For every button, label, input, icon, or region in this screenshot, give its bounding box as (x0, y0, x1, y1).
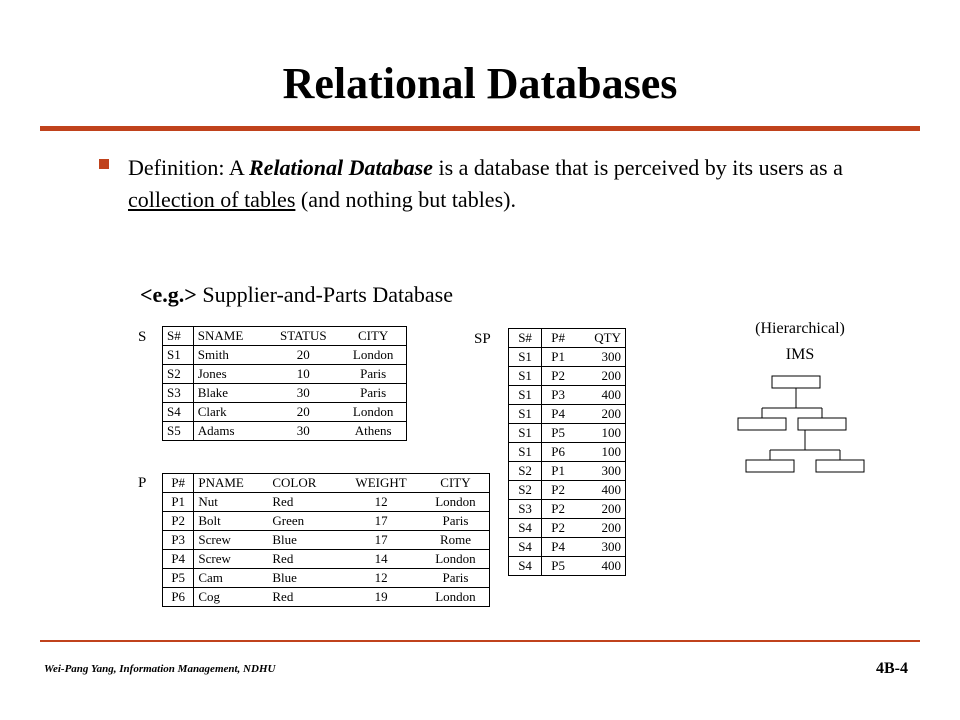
table-row (163, 531, 490, 550)
table-cell: S4 (509, 538, 542, 557)
table-row (509, 538, 626, 557)
table-cell: P4 (551, 539, 565, 554)
table-cell: 14 (374, 551, 388, 566)
table-cell: Paris (360, 366, 387, 381)
table-cell: 400 (601, 482, 621, 497)
table-cell: 200 (601, 501, 621, 516)
definition-underlined: collection of tables (128, 187, 296, 212)
table-s-label: S (138, 329, 147, 345)
table-cell: Jones (197, 366, 227, 381)
table-row (509, 386, 626, 405)
table-cell: 200 (601, 368, 621, 383)
table-cell: S4 (509, 519, 542, 538)
square-bullet-icon (98, 158, 118, 178)
table-row (509, 405, 626, 424)
table-cell: P4 (551, 406, 565, 421)
table-row (509, 557, 626, 576)
table-cell: S3 (163, 384, 194, 403)
table-row (163, 588, 490, 607)
table-cell: P3 (551, 387, 565, 402)
table-row (509, 424, 626, 443)
page-title: Relational Databases (282, 59, 678, 108)
column-header: PNAME (198, 475, 244, 490)
table-row (509, 367, 626, 386)
table-cell: Blake (197, 385, 229, 400)
slide-number: 4B-4 (876, 660, 908, 677)
table-cell: S1 (509, 367, 542, 386)
table-cell: P2 (551, 482, 565, 497)
table-cell: 17 (374, 532, 388, 547)
table-cell: S1 (509, 443, 542, 462)
table-cell: S1 (509, 424, 542, 443)
column-header: P# (163, 474, 194, 493)
table-cell: 400 (601, 558, 621, 573)
table-cell: 10 (296, 366, 310, 381)
table-cell: Screw (198, 532, 231, 547)
table-row (509, 462, 626, 481)
table-cell: S2 (509, 481, 542, 500)
column-header: P# (551, 330, 565, 345)
table-cell: P2 (551, 368, 565, 383)
table-cell: 300 (601, 539, 621, 554)
table-cell: Paris (442, 570, 469, 585)
table-cell: Red (272, 494, 294, 509)
table-cell: 12 (374, 494, 388, 509)
table-row (163, 384, 407, 403)
hierarchy-tree-diagram (730, 370, 870, 478)
definition-prefix: Definition: A (128, 155, 249, 180)
table-cell: P3 (163, 531, 194, 550)
table-row (509, 348, 626, 367)
table-row (163, 422, 407, 441)
table-row (163, 346, 407, 365)
table-cell: P5 (163, 569, 194, 588)
table-cell: Screw (198, 551, 231, 566)
table-row (163, 493, 490, 512)
column-header: QTY (594, 330, 621, 345)
table-row (163, 550, 490, 569)
table-cell: P5 (551, 558, 565, 573)
ims-line2: IMS (785, 346, 815, 363)
table-s (162, 326, 407, 441)
table-cell: Cog (198, 589, 221, 604)
table-cell: Rome (439, 532, 471, 547)
definition-text (128, 152, 918, 216)
table-p-label: P (138, 475, 147, 491)
definition-middle: is a database that is perceived by its users as a (432, 155, 843, 180)
table-cell: S2 (163, 365, 194, 384)
table-row (163, 365, 407, 384)
table-cell: 300 (601, 463, 621, 478)
footer-divider (40, 640, 920, 642)
table-cell: P2 (551, 520, 565, 535)
column-header: S# (163, 327, 194, 346)
table-sp (508, 328, 626, 576)
table-row (163, 569, 490, 588)
table-cell: Green (272, 513, 305, 528)
table-s-header (163, 327, 407, 346)
table-cell: S1 (509, 386, 542, 405)
table-row (509, 481, 626, 500)
column-header: STATUS (279, 328, 327, 343)
table-cell: London (352, 347, 394, 362)
table-sp-header (509, 329, 626, 348)
table-cell: S3 (509, 500, 542, 519)
table-cell: P1 (551, 463, 565, 478)
table-cell: P1 (551, 349, 565, 364)
column-header: SNAME (197, 328, 244, 343)
table-cell: 200 (601, 406, 621, 421)
table-cell: Cam (198, 570, 223, 585)
table-cell: S4 (163, 403, 194, 422)
definition-term: Relational Database (249, 155, 433, 180)
table-cell: London (435, 589, 476, 604)
table-cell: Blue (272, 570, 297, 585)
example-text: Supplier-and-Parts Database (196, 282, 453, 307)
table-cell: Nut (198, 494, 218, 509)
table-cell: Paris (442, 513, 469, 528)
table-row (509, 519, 626, 538)
table-p (162, 473, 490, 607)
table-cell: London (435, 551, 476, 566)
table-cell: P6 (551, 444, 565, 459)
column-header: CITY (440, 475, 471, 490)
table-cell: 300 (601, 349, 621, 364)
table-cell: 19 (374, 589, 388, 604)
table-cell: 100 (601, 425, 621, 440)
table-cell: 20 (296, 404, 310, 419)
table-cell: P4 (163, 550, 194, 569)
column-header: COLOR (272, 475, 317, 490)
table-cell: London (435, 494, 476, 509)
table-cell: Red (272, 589, 294, 604)
table-row (509, 500, 626, 519)
table-cell: 200 (601, 520, 621, 535)
table-cell: 20 (296, 347, 310, 362)
table-cell: 30 (296, 423, 310, 438)
title-divider (40, 126, 920, 131)
table-cell: Clark (197, 404, 227, 419)
table-row (163, 403, 407, 422)
table-cell: S1 (163, 346, 194, 365)
table-cell: 12 (374, 570, 388, 585)
table-cell: S1 (509, 405, 542, 424)
table-cell: P2 (551, 501, 565, 516)
table-cell: 17 (374, 513, 388, 528)
column-header: S# (509, 329, 542, 348)
example-tag: <e.g.> (140, 282, 197, 307)
table-cell: Smith (197, 347, 229, 362)
table-cell: 30 (296, 385, 310, 400)
table-row (509, 443, 626, 462)
table-cell: P2 (163, 512, 194, 531)
table-sp-label: SP (474, 331, 491, 347)
table-cell: Adams (197, 423, 235, 438)
table-cell: Bolt (198, 513, 221, 528)
table-cell: P1 (163, 493, 194, 512)
table-cell: S4 (509, 557, 542, 576)
table-cell: London (352, 404, 394, 419)
column-header: WEIGHT (355, 475, 407, 490)
table-row (163, 512, 490, 531)
table-cell: S2 (509, 462, 542, 481)
table-p-header (163, 474, 490, 493)
table-cell: Paris (360, 385, 387, 400)
table-cell: P6 (163, 588, 194, 607)
column-header: CITY (357, 328, 389, 343)
table-cell: Red (272, 551, 294, 566)
definition-suffix: (and nothing but tables). (295, 187, 516, 212)
table-cell: S1 (509, 348, 542, 367)
table-cell: 100 (601, 444, 621, 459)
table-cell: 400 (601, 387, 621, 402)
ims-line1: (Hierarchical) (755, 320, 845, 337)
table-cell: S5 (163, 422, 194, 441)
table-cell: Blue (272, 532, 297, 547)
table-cell: P5 (551, 425, 565, 440)
table-cell: Athens (354, 423, 392, 438)
footer-author: Wei-Pang Yang, Information Management, NDHU (44, 663, 276, 675)
example-caption (140, 282, 453, 308)
